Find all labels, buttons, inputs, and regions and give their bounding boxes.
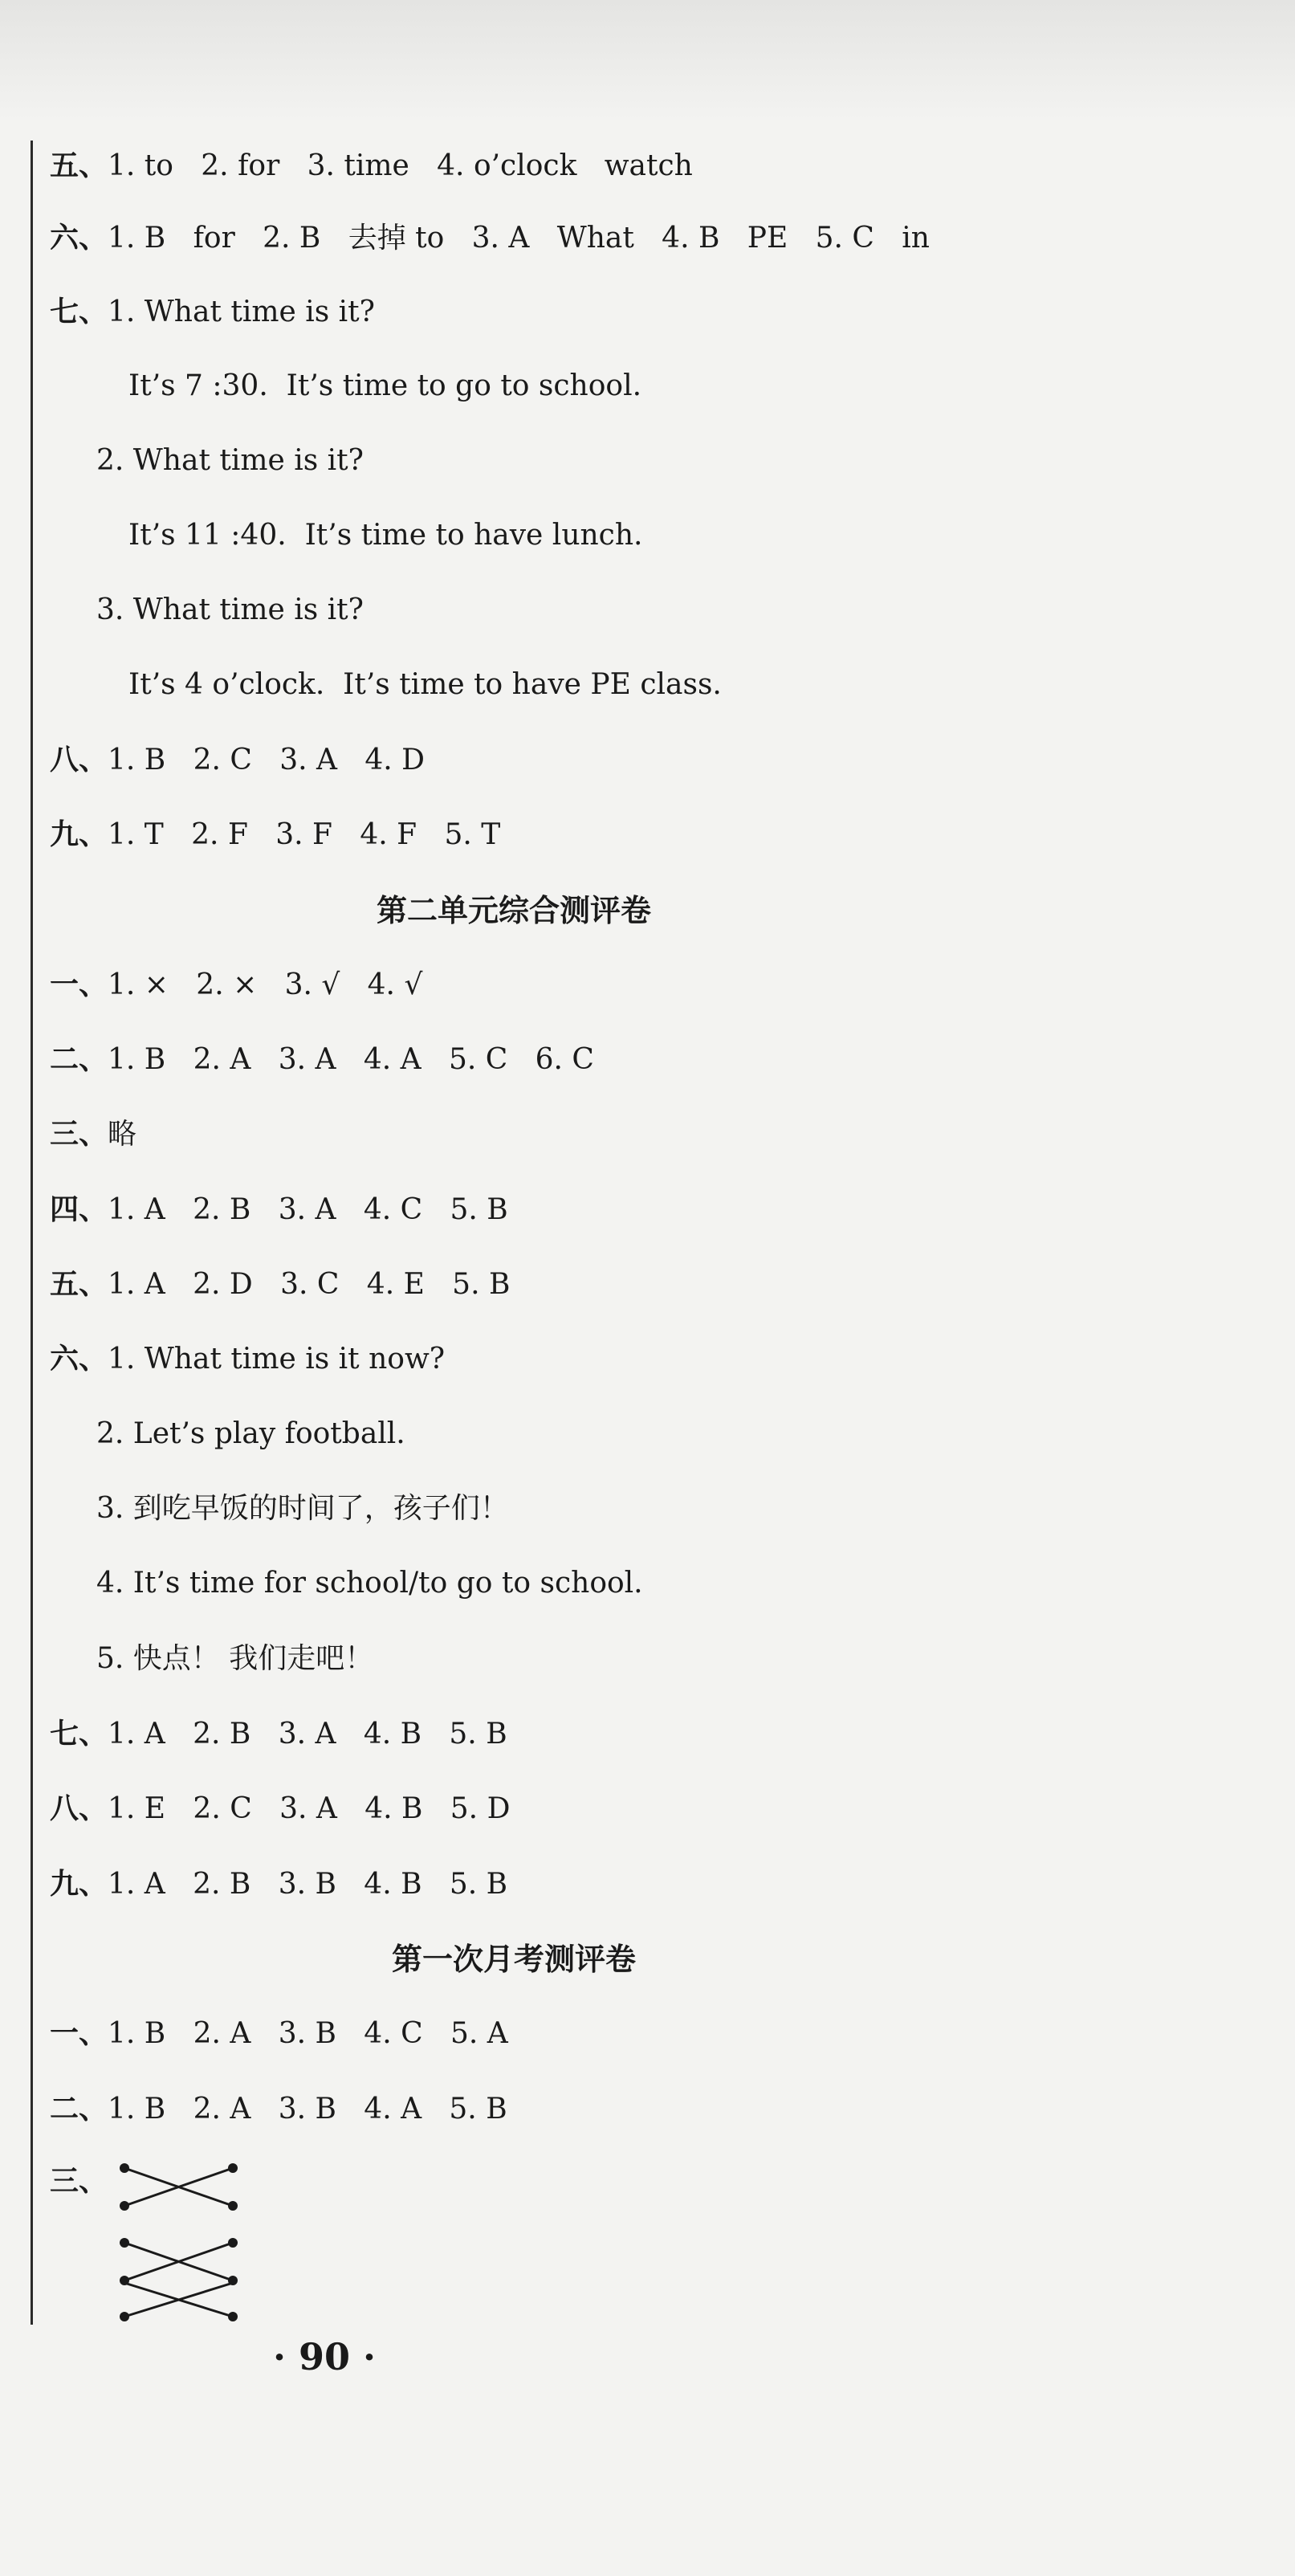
match-dot (120, 2238, 129, 2248)
answer-line: 2. Let’s play football. (96, 1417, 405, 1450)
answer-line: 六、1. What time is it now? (50, 1342, 446, 1376)
answer-line: 三、略 (50, 1117, 137, 1151)
answer-line: 二、1. B 2. A 3. B 4. A 5. B (50, 2092, 507, 2126)
page-number: · 90 · (273, 2335, 377, 2378)
answer-line: It’s 11 :40. It’s time to have lunch. (128, 519, 643, 552)
answer-line: 3. What time is it? (96, 593, 364, 626)
answer-line: It’s 4 o’clock. It’s time to have PE class. (128, 668, 722, 701)
answer-line: 2. What time is it? (96, 444, 364, 477)
match-dot (120, 2312, 129, 2321)
answer-line: It’s 7 :30. It’s time to go to school. (128, 369, 642, 402)
answer-line: 七、1. A 2. B 3. A 4. B 5. B (50, 1717, 507, 1751)
answer-line: 二、1. B 2. A 3. A 4. A 5. C 6. C (50, 1042, 594, 1076)
answer-line: 一、1. B 2. A 3. B 4. C 5. A (50, 2016, 508, 2050)
section-title: 第二单元综合测评卷 (376, 893, 651, 928)
answer-line: 五、1. A 2. D 3. C 4. E 5. B (50, 1267, 511, 1301)
matching-diagram (112, 2156, 257, 2333)
answer-line: 九、1. A 2. B 3. B 4. B 5. B (50, 1867, 508, 1901)
match-dot (228, 2163, 238, 2173)
match-dot (120, 2276, 129, 2285)
match-dot (228, 2312, 238, 2321)
scan-shading (0, 0, 1295, 120)
answer-line: 六、1. B for 2. B 去掉 to 3. A What 4. B PE 5. C in (50, 221, 930, 255)
match-dot (228, 2276, 238, 2285)
match-dot (228, 2201, 238, 2211)
answer-line: 八、1. E 2. C 3. A 4. B 5. D (50, 1791, 511, 1825)
match-dot (120, 2163, 129, 2173)
answer-line: 四、1. A 2. B 3. A 4. C 5. B (50, 1192, 508, 1226)
match-dot (120, 2201, 129, 2211)
answer-line: 九、1. T 2. F 3. F 4. F 5. T (50, 817, 501, 851)
answer-line: 3. 到吃早饭的时间了，孩子们！ (96, 1492, 509, 1525)
match-dot (228, 2238, 238, 2248)
answer-line: 4. It’s time for school/to go to school. (96, 1567, 643, 1600)
matching-label: 三、 (50, 2164, 108, 2198)
answer-line: 七、1. What time is it? (50, 295, 375, 328)
answer-line: 八、1. B 2. C 3. A 4. D (50, 743, 426, 776)
answer-line: 一、1. × 2. × 3. √ 4. √ (50, 968, 423, 1001)
margin-rule (31, 141, 33, 2325)
answer-line: 五、1. to 2. for 3. time 4. o’clock watch (50, 149, 693, 182)
answer-line: 5. 快点！ 我们走吧！ (96, 1642, 374, 1675)
section-title: 第一次月考测评卷 (391, 1942, 636, 1977)
